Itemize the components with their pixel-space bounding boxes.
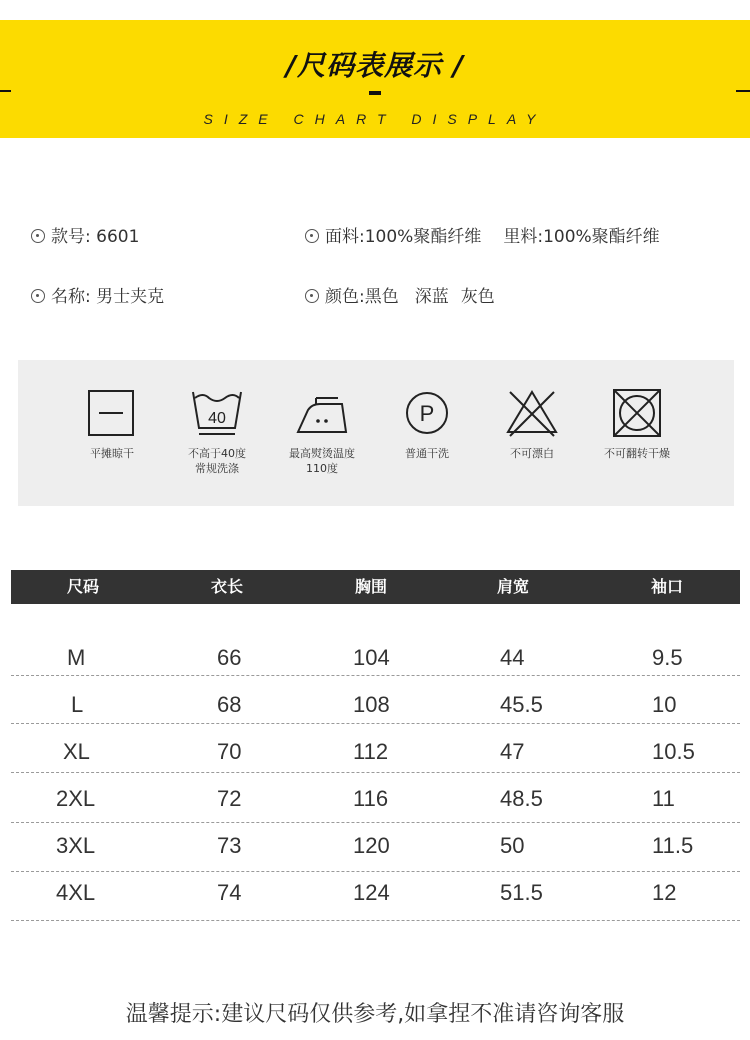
bullet-icon <box>305 289 319 303</box>
chest-cell: 112 <box>353 739 389 764</box>
header-size: 尺码 <box>67 577 100 596</box>
bullet-icon <box>31 289 45 303</box>
length-cell: 74 <box>217 880 242 905</box>
length-cell: 66 <box>217 645 242 670</box>
page-subtitle: SIZE CHART DISPLAY <box>203 111 547 127</box>
size-table-header <box>11 570 740 604</box>
color-option: 深蓝 <box>414 287 449 307</box>
cuff-cell: 11 <box>652 786 675 811</box>
style-number-value: 6601 <box>96 227 140 247</box>
no-bleach-icon <box>504 388 560 438</box>
color-label: 颜色: <box>325 287 365 307</box>
row-divider <box>11 920 740 921</box>
product-name-label: 名称: <box>51 287 91 307</box>
shoulder-cell: 48.5 <box>500 786 543 811</box>
care-no-bleach <box>482 388 582 461</box>
style-number-label: 款号: <box>51 227 91 247</box>
row-divider <box>11 723 740 724</box>
care-label: 不可漂白 <box>510 447 554 460</box>
dry-clean-p-icon <box>402 388 452 438</box>
shoulder-cell: 45.5 <box>500 692 543 717</box>
cuff-cell: 10.5 <box>652 739 695 764</box>
table-row <box>11 681 740 728</box>
bullet-icon <box>31 229 45 243</box>
care-instructions-panel <box>18 360 734 506</box>
banner-right-rule <box>736 90 750 92</box>
care-label: 普通干洗 <box>405 447 449 460</box>
care-label-line2: 常规洗涤 <box>195 462 239 475</box>
cuff-cell: 10 <box>652 692 677 717</box>
care-label-line2: 110度 <box>306 462 338 475</box>
dry-clean-letter: P <box>419 401 435 426</box>
size-cell: 4XL <box>56 880 96 905</box>
table-row <box>11 869 740 916</box>
chest-cell: 108 <box>353 692 390 717</box>
length-cell: 73 <box>217 833 242 858</box>
wash-temp-text: 40 <box>208 410 226 427</box>
table-row <box>11 822 740 869</box>
page-title: /尺码表展示 / <box>285 49 465 82</box>
fabric-label: 面料: <box>325 227 365 247</box>
product-name-row <box>31 282 164 307</box>
flat-dry-icon <box>87 388 137 438</box>
care-no-tumble-dry <box>587 388 687 461</box>
care-label: 平摊晾干 <box>90 447 134 460</box>
chest-cell: 104 <box>353 645 390 670</box>
table-row <box>11 775 740 822</box>
header-cuff: 袖口 <box>651 577 684 596</box>
care-dry-clean <box>377 388 477 461</box>
care-flat-dry <box>62 388 162 461</box>
row-divider <box>11 772 740 773</box>
chest-cell: 116 <box>353 786 389 811</box>
color-row <box>305 282 495 307</box>
style-number-row <box>31 222 139 247</box>
color-option: 黑色 <box>364 287 399 307</box>
row-divider <box>11 675 740 676</box>
length-cell: 68 <box>217 692 242 717</box>
cuff-cell: 12 <box>652 880 677 905</box>
care-label: 最高熨烫温度 <box>289 447 355 460</box>
fabric-row <box>305 222 660 247</box>
care-label: 不可翻转干燥 <box>604 447 670 460</box>
shoulder-cell: 44 <box>500 645 525 670</box>
banner-left-rule <box>0 90 11 92</box>
care-iron <box>272 388 372 476</box>
length-cell: 72 <box>217 786 242 811</box>
size-cell: 3XL <box>56 833 96 858</box>
header-banner <box>0 20 750 138</box>
banner-dash <box>369 91 381 95</box>
care-label: 不高于40度 <box>188 447 246 460</box>
size-cell: XL <box>63 739 90 764</box>
product-name-value: 男士夹克 <box>96 287 165 307</box>
color-option: 灰色 <box>460 287 495 307</box>
chest-cell: 124 <box>353 880 390 905</box>
size-cell: 2XL <box>56 786 96 811</box>
shoulder-cell: 47 <box>500 739 525 764</box>
header-length: 衣长 <box>211 577 244 596</box>
wash-40-icon <box>189 388 245 438</box>
shoulder-cell: 51.5 <box>500 880 543 905</box>
cuff-cell: 9.5 <box>652 645 683 670</box>
table-row <box>11 634 740 681</box>
cuff-cell: 11.5 <box>652 833 694 858</box>
care-wash-40 <box>167 388 267 476</box>
bullet-icon <box>305 229 319 243</box>
size-cell: L <box>71 692 84 717</box>
size-cell: M <box>67 645 86 670</box>
chest-cell: 120 <box>353 833 390 858</box>
length-cell: 70 <box>217 739 242 764</box>
header-shoulder: 肩宽 <box>497 577 530 596</box>
fabric-value: 100%聚酯纤维 <box>364 227 482 247</box>
table-row <box>11 728 740 775</box>
shoulder-cell: 50 <box>500 833 525 858</box>
lining-value: 100%聚酯纤维 <box>543 227 660 247</box>
size-tip-note: 温馨提示:建议尺码仅供参考,如拿捏不准请咨询客服 <box>125 1002 625 1027</box>
header-chest: 胸围 <box>355 577 388 596</box>
lining-label: 里料: <box>503 227 544 247</box>
no-tumble-dry-icon <box>609 388 665 438</box>
iron-icon <box>294 388 350 438</box>
